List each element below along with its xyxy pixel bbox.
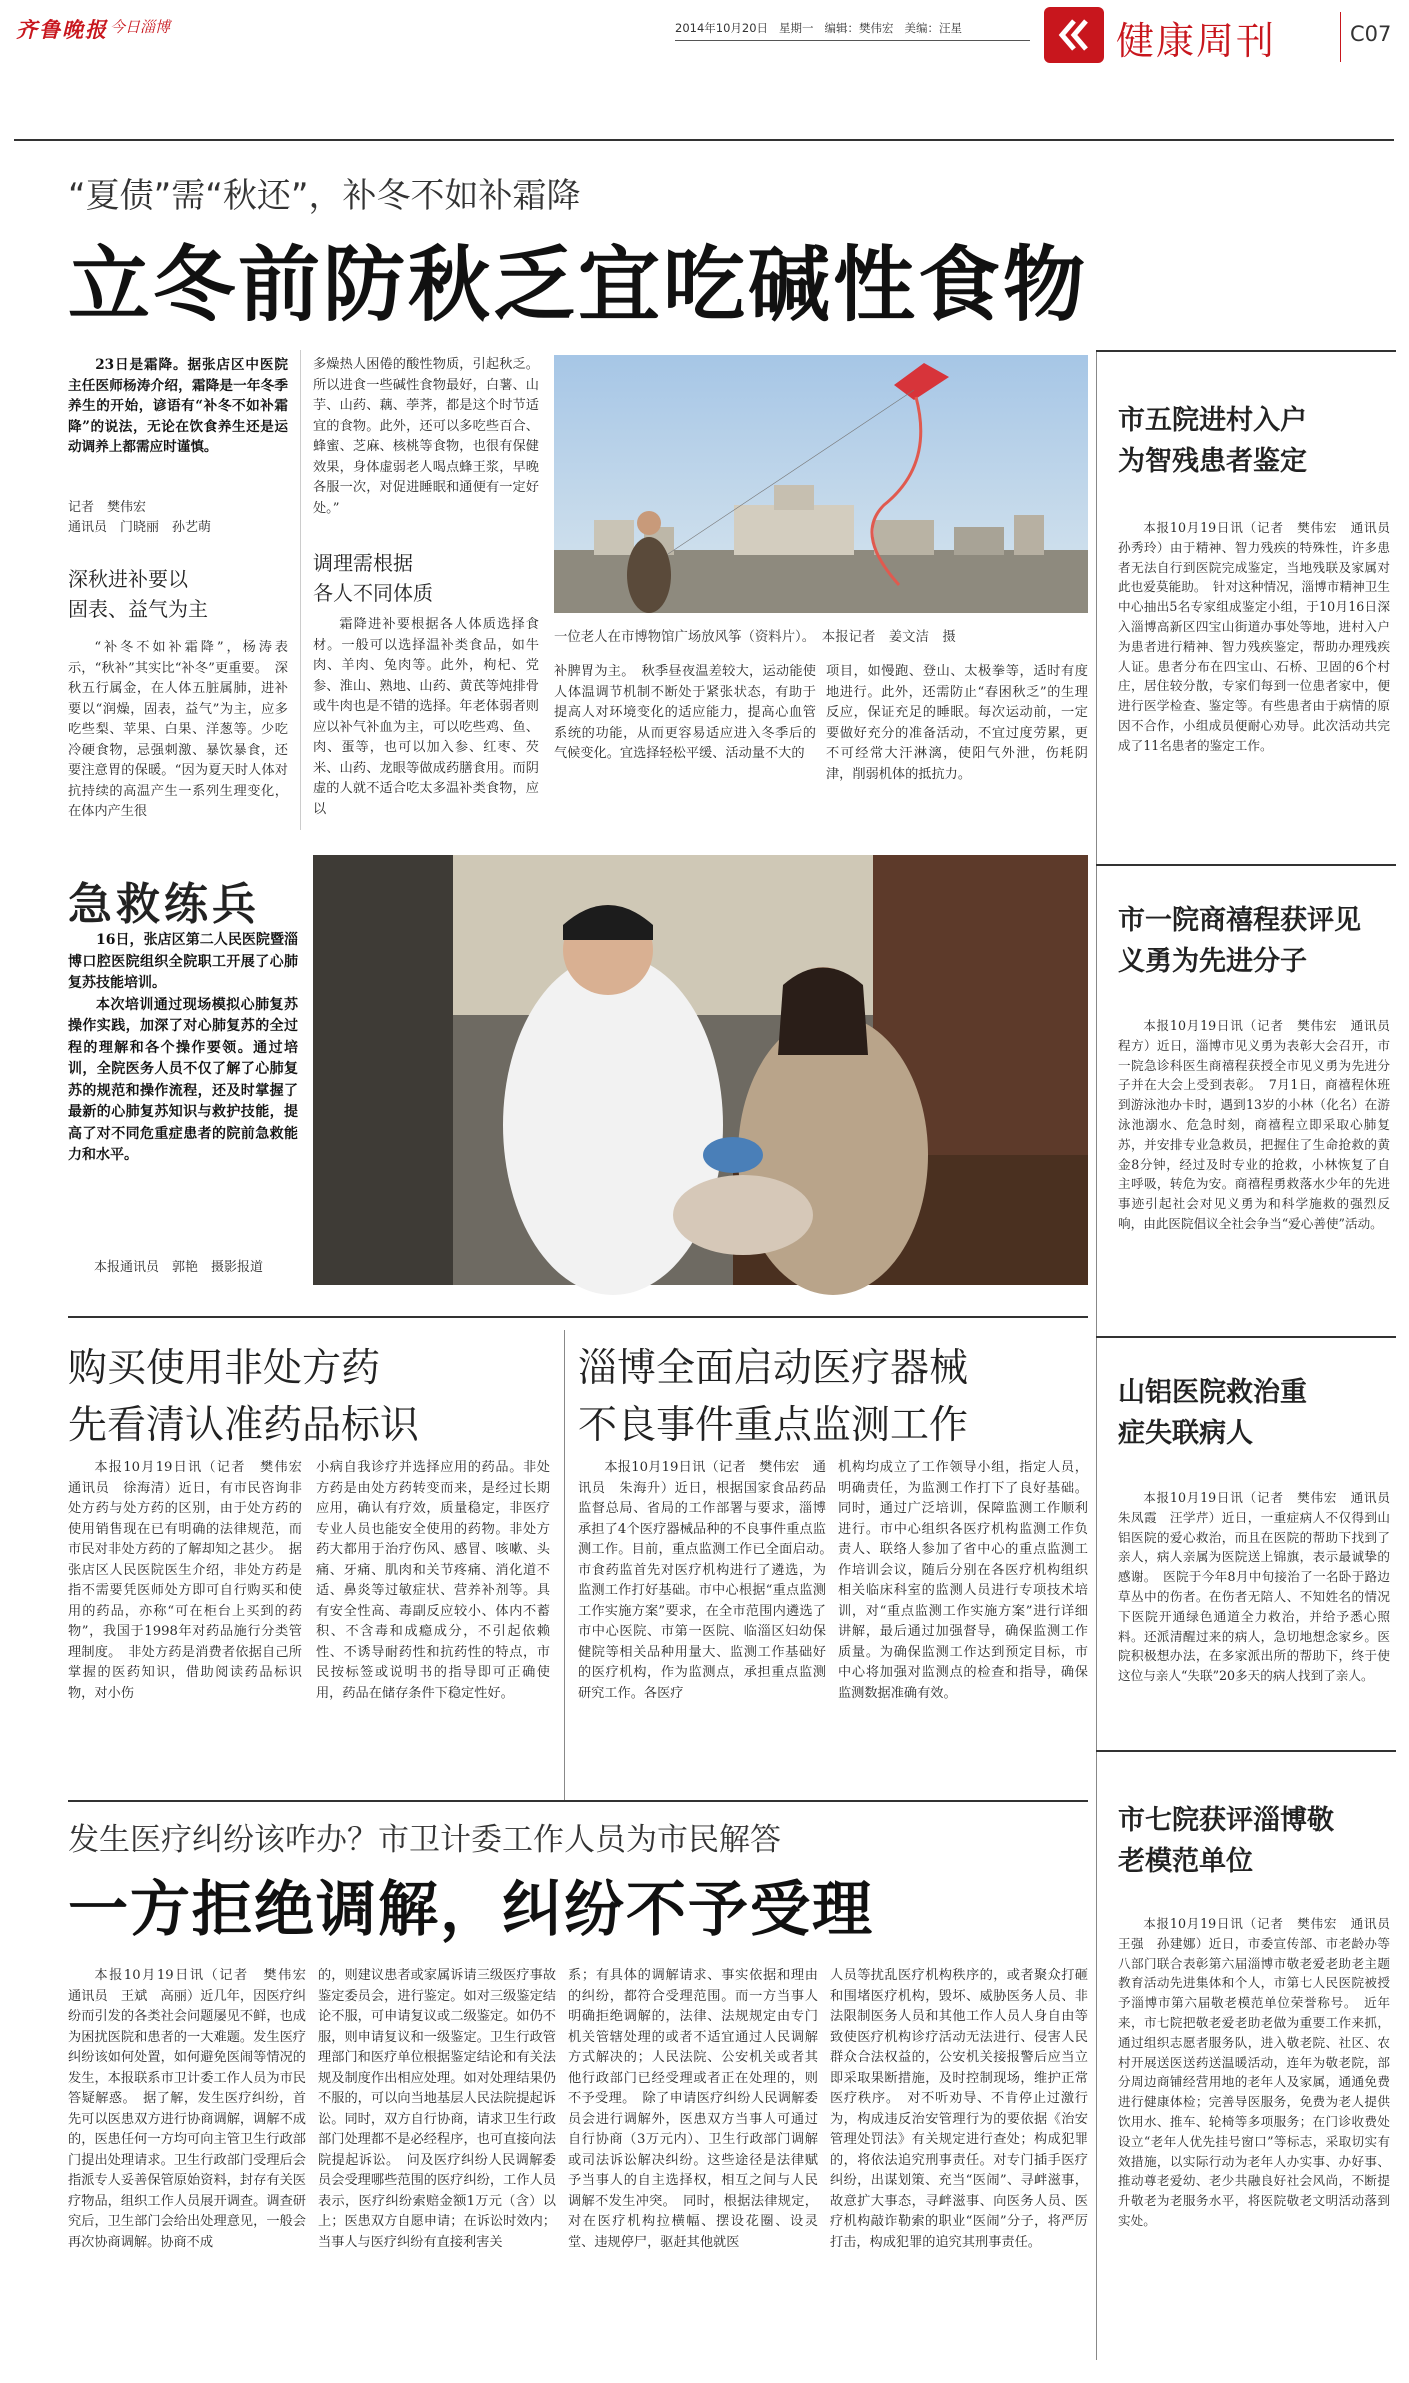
devices-col-1-text: 本报10月19日讯（记者 樊伟宏 通讯员 朱海升）近日，根据国家食品药品监督总局、省局的工作部署与要求，淄博承担了4个医疗器械品种的不良事件重点监测工作。目前，重点监测工作已全面启动。 市食药监首先对医疗机构进行了遴选，为监测工作打好基础。市中心根据“重点监测工作实施方案”要求，在全市范围内遴选了市中心医院、市第一医院、临淄区妇幼保健院等相关品种用量大、监测工作基础好的医疗机构，作为监测点，承担重点监测研究工作。各医疗	[578, 1460, 840, 1701]
dispute-col-3-text: 系；有具体的调解请求、事实依据和理由的纠纷，都符合受理范围。而一方当事人明确拒绝调解的，法律、法规规定由专门机关管辖处理的或者不适宜通过人民调解方式解决的；人民法院、公安机关或者其他行政部门已经受理或者正在处理的，则不予受理。 除了申请医疗纠纷人民调解委员会进行调解外，医患双方当事人可通过自行协商（3万元内）、卫生行政部门调解或司法诉讼解决纠纷。这些途径是法律赋予当事人的自主选择权，相互之间与人民调解不发生冲突。 同时，根据法律规定，对在医疗机构拉横幅、摆设花圈、设灵堂、违规停尸，驱赶其他就医	[568, 1968, 818, 2250]
otc-col-2	[316, 1458, 550, 1793]
sidebar-story-1-text: 本报10月19日讯（记者 樊伟宏 通讯员 孙秀玲）由于精神、智力残疾的特殊性，许多患者无法自行到医院完成鉴定，当地残联及家属对此也爱莫能助。 针对这种情况，淄博市精神卫生中心抽出5名专家组成鉴定小组，于10月16日深入淄博高新区四宝山街道办事处等地，进村入户为患者进行精神、智力残疾鉴定，帮助办理残疾人证。患者分布在四宝山、石桥、卫固的6个村庄，居住较分散，专家们每到一位患者家中，便进行医学检查、鉴定等。有些患者由于病情的原因不合作，小组成员便耐心劝导。此次活动共完成了11名患者的鉴定工作。	[1118, 520, 1403, 753]
dispute-col-4-text: 人员等扰乱医疗机构秩序的，或者聚众打砸和围堵医疗机构，毁坏、威胁医务人员、非法限制医务人员和其他工作人员人身自由等致使医疗机构诊疗活动无法进行、侵害人民群众合法权益的，公安机关接报警后应当立即采取果断措施，及时控制现场，维护正常医疗秩序。 对不听劝导、不肯停止过激行为，构成违反治安管理行为的要依据《治安管理处罚法》有关规定进行查处；构成犯罪的，将依法追究刑事责任。对专门插手医疗纠纷，出谋划策、充当“医闹”、寻衅滋事，故意扩大事态，寻衅滋事、向医务人员、医疗机构敲诈勒索的职业“医闹”分子，将严厉打击，构成犯罪的追究其刑事责任。	[830, 1968, 1088, 2250]
otc-col-2-text: 小病自我诊疗并选择应用的药品。非处方药是由处方药转变而来，是经过长期应用，确认有疗效，质量稳定，非医疗专业人员也能安全使用的药物。非处方药大都用于治疗伤风、感冒、咳嗽、头痛、牙痛、肌肉和关节疼痛、消化道不适、鼻炎等过敏症状、营养补剂等。具有安全性高、毒副反应较小、体内不蓄积、不含毒和成瘾成分，不引起依赖性、不诱导耐药性和抗药性的特点，市民按标签或说明书的指导即可正确使用，药品在储存条件下稳定性好。	[316, 1460, 550, 1701]
otc-headline	[68, 1340, 419, 1454]
lead-subhead-2b: 各人不同体质	[313, 581, 433, 605]
lead-byline-reporter: 记者 樊伟宏	[68, 500, 147, 515]
lead-subhead-1a: 深秋进补要以	[68, 567, 188, 591]
sidebar-story-3-body	[1118, 1488, 1403, 1848]
dispute-col-1	[68, 1966, 320, 2371]
devices-col-2	[838, 1458, 1088, 1793]
issue-weekday: 星期一	[779, 21, 814, 35]
lead-intro-text: 23日是霜降。据张店区中医院主任医师杨涛介绍，霜降是一年冬季养生的开始，谚语有“补冬不如补霜降”的说法，无论在饮食养生还是运动调养上都需应时谨慎。	[68, 357, 288, 455]
lead-byline-correspondent: 通讯员 门晓丽 孙艺萌	[68, 520, 212, 535]
masthead	[0, 0, 1409, 75]
sidebar-story-3-text: 本报10月19日讯（记者 樊伟宏 通讯员 朱凤霞 汪学芹）近日，一重症病人不仅得到山铝医院的爱心救治，而且在医院的帮助下找到了亲人，病人亲属为医院送上锦旗，表示最诚挚的感谢。 医院于今年8月中旬接治了一名卧于路边草丛中的伤者。在伤者无陪人、不知姓名的情况下医院开通绿色通道全力救治，并给予悉心照料。还派清醒过来的病人，急切地想念家乡。医院积极想办法，在多家派出所的帮助下，终于使这位与亲人“失联”20多天的病人找到了亲人。	[1118, 1490, 1403, 1684]
sidebar-story-4-text: 本报10月19日讯（记者 樊伟宏 通讯员 王强 孙建娜）近日，市委宣传部、市老龄办等八部门联合表彰第六届淄博市敬老爱老助老主题教育活动先进集体和个人，市第七人民医院被授予淄博市第六届敬老模范单位荣誉称号。 近年来，市七院把敬老爱老助老做为重要工作来抓，通过组织志愿者服务队，进入敬老院、社区、农村开展送医送药送温暖活动，连年为敬老院，部分周边商铺经营用地的老年人及家属，通通免费进行健康体检；完善导医服务，免费为老人提供饮用水、推车、轮椅等多项服务；在门诊收费处设立“老年人优先挂号窗口”等标志，采取切实有效措施，以实际行动为老年人办实事、办好事、推动尊老爱幼、老少共融良好社会风尚，不断提升敬老为老服务水平，将医院敬老文明活动落到实处。	[1118, 1916, 1403, 2228]
lead-col-3	[554, 662, 816, 830]
lead-kicker: “夏债”需“秋还”，补冬不如补霜降	[68, 176, 581, 216]
dispute-col-2	[318, 1966, 556, 2371]
otc-headline-1: 购买使用非处方药	[68, 1346, 381, 1391]
devices-headline-2: 不良事件重点监测工作	[578, 1403, 969, 1448]
devices-headline-1: 淄博全面启动医疗器械	[578, 1346, 969, 1391]
firstaid-byline: 本报通讯员 郭艳 摄影报道	[94, 1260, 264, 1275]
lead-subhead-1b: 固表、益气为主	[68, 597, 208, 621]
otc-top-rule	[68, 1316, 1088, 1318]
dispute-col-1-text: 本报10月19日讯（记者 樊伟宏 通讯员 王斌 高丽）近几年，因医疗纠纷而引发的各类社会问题屡见不鲜，也成为困扰医院和患者的一大难题。发生医疗纠纷该如何处置，如何避免医闹等情况的发生，本报联系市卫计委工作人员为市民答疑解惑。 据了解，发生医疗纠纷，首先可以医患双方进行协商调解，调解不成的，医患任何一方均可向主管卫生行政部门提出处理请求。卫生行政部门受理后会指派专人妥善保管原始资料，封存有关医疗物品，组织工作人员展开调查。调查研究后，卫生部门会给出处理意见，一般会再次协商调解。协商不成	[68, 1968, 320, 2250]
kite-photo	[554, 355, 1088, 613]
otc-col-1-text: 本报10月19日讯（记者 樊伟宏 通讯员 徐海清）近日，有市民咨询非处方药与处方药的区别，由于处方药的使用销售现在已有明确的法律规范，而市民对非处方药的了解却知之甚少。 据张店区人民医院医生介绍，非处方药是指不需要凭医师处方即可自行购买和使用的药品，亦称“可在柜台上买到的药物”，我国于1998年对药品施行分类管理制度。 非处方药是消费者依据自己所掌握的医药知识，借助阅读药品标识物，对小伤	[68, 1460, 316, 1701]
lead-byline	[68, 498, 288, 538]
lead-col-4	[826, 662, 1088, 830]
dispute-col-2-text: 的，则建议患者或家属诉请三级医疗事故鉴定委员会，进行鉴定。如对三级鉴定结论不服，可申请复议或二级鉴定。如仍不服，则申请复议和一级鉴定。卫生行政管理部门和医疗单位根据鉴定结论和有关法规及制度作出相应处理。如对处理结果仍不服的，可以向当地基层人民法院提起诉讼。同时，双方自行协商，请求卫生行政部门处理都不是必经程序，也可直接向法院提起诉讼。 问及医疗纠纷人民调解委员会受理哪些范围的医疗纠纷，工作人员表示，医疗纠纷索赔金额1万元（含）以上；医患双方自愿申请；在诉讼时效内；当事人与医疗纠纷有直接利害关	[318, 1968, 556, 2250]
otc-headline-2: 先看清认准药品标识	[68, 1403, 420, 1448]
lead-col-3-text: 补脾胃为主。 秋季昼夜温差较大，运动能使人体温调节机制不断处于紧张状态，有助于提高人对环境变化的适应能力，提高心血管系统的功能，从而更容易适应进入冬季后的气候变化。宜选择轻松平缓、活动量不大的	[554, 664, 816, 761]
lead-col-1-text: “补冬不如补霜降”，杨涛表示，“秋补”其实比“补冬”更重要。 深秋五行属金，在人体五脏属肺，进补要以“润燥，固表，益气”为主，应多吃些梨、苹果、白果、洋葱等。少吃冷硬食物，忌强刺激、暴饮暴食，还要注意胃的保暖。“因为夏天时人体对抗持续的高温产生一系列生理变化，在体内产生很	[68, 640, 288, 819]
masthead-bottom-rule	[14, 139, 1394, 141]
dispute-top-rule	[68, 1800, 1088, 1802]
firstaid-headline: 急救练兵	[68, 879, 260, 930]
art-credit: 美编：汪星	[904, 21, 962, 35]
sidebar-story-2-body	[1118, 1016, 1403, 1386]
lead-col-divider-1	[300, 350, 301, 830]
devices-headline	[578, 1340, 968, 1454]
cpr-training-photo	[313, 855, 1088, 1285]
mid-divider	[564, 1330, 565, 1800]
masthead-rule	[675, 40, 1030, 41]
page-divider	[1340, 12, 1341, 62]
lead-col-2	[313, 355, 539, 545]
lead-col-2b	[313, 615, 539, 830]
lead-subhead-1	[68, 564, 208, 624]
issue-date: 2014年10月20日	[675, 21, 769, 35]
lead-col-2-text: 多燥热人困倦的酸性物质，引起秋乏。所以进食一些碱性食物最好，白薯、山芋、山药、藕、荸荠，都是这个时节适宜的食物。此外，还可以多吃些百合、蜂蜜、芝麻、核桃等食物，也很有保健效果，身体虚弱老人喝点蜂王浆，早晚各服一次，对促进睡眠和通便有一定好处。”	[313, 357, 539, 516]
lead-headline: 立冬前防秋乏宜吃碱性食物	[68, 238, 1089, 333]
sidebar-story-1-body	[1118, 518, 1403, 898]
sidebar-rule-4	[1096, 1750, 1396, 1752]
sidebar-story-1-headline: 市五院进村入户为智残患者鉴定	[1118, 405, 1307, 477]
page-title: 健康周刊	[1116, 19, 1277, 63]
kite-photo-caption: 一位老人在市博物馆广场放风筝（资料片）。 本报记者 姜文洁 摄	[554, 630, 956, 645]
dispute-kicker: 发生医疗纠纷该咋办？市卫计委工作人员为市民解答	[68, 1822, 781, 1858]
sidebar-rule-3	[1096, 1336, 1396, 1338]
firstaid-intro: 16日，张店区第二人民医院暨淄博口腔医院组织全院职工开展了心肺复苏技能培训。	[68, 932, 298, 991]
lead-subhead-2	[313, 548, 433, 608]
editor-credit: 编辑：樊伟宏	[824, 21, 894, 35]
sidebar-story-3-headline: 山铝医院救治重症失联病人	[1118, 1377, 1307, 1449]
section-name: 今日淄博	[110, 18, 171, 36]
sidebar-story-4-headline: 市七院获评淄博敬老模范单位	[1118, 1805, 1334, 1877]
dispute-col-4	[830, 1966, 1088, 2371]
sidebar-story-2-text: 本报10月19日讯（记者 樊伟宏 通讯员 程方）近日，淄博市见义勇为表彰大会召开，市一院急诊科医生商禧程获授全市见义勇为先进分子并在大会上受到表彰。 7月1日，商禧程休班到游泳池办卡时，遇到13岁的小林（化名）在游泳池溺水、危急时刻，商禧程立即采取心肺复苏，并安排专业急救员，把握住了生命抢救的黄金8分钟，经过及时专业的抢救，小林恢复了自主呼吸，转危为安。商禧程勇救落水少年的先进事迹引起社会对见义勇为和科学施救的强烈反响，由此医院倡议全社会争当“爱心善使”活动。	[1118, 1018, 1403, 1231]
lead-col-1	[68, 638, 288, 828]
sidebar-rule-2	[1096, 864, 1396, 866]
devices-col-1	[578, 1458, 840, 1793]
dateline	[675, 20, 962, 36]
paper-name: 齐鲁晚报	[16, 17, 108, 42]
otc-col-1	[68, 1458, 316, 1793]
page-number: C07	[1350, 22, 1392, 46]
sidebar-story-2-headline: 市一院商禧程获评见义勇为先进分子	[1118, 905, 1361, 977]
sidebar-divider	[1096, 350, 1097, 2360]
lead-subhead-2a: 调理需根据	[313, 551, 413, 575]
lead-intro	[68, 355, 288, 458]
lead-col-4-text: 项目，如慢跑、登山、太极拳等，适时有度地进行。此外，还需防止“春困秋乏”的生理反应，保证充足的睡眠。每次运动前，一定要做好充分的准备活动，不宜过度劳累，更不可经常大汗淋漓，使阳气外泄，伤耗阴津，削弱机体的抵抗力。	[826, 664, 1088, 782]
section-logo-icon	[1044, 7, 1104, 63]
devices-col-2-text: 机构均成立了工作领导小组，指定人员，明确责任，为监测工作打下了良好基础。同时，通过广泛培训，保障监测工作顺利进行。市中心组织各医疗机构监测工作负责人、联络人参加了省中心的重点监测工作培训会议，随后分别在各医疗机构组织相关临床科室的监测人员进行专项技术培训，对“重点监测工作实施方案”进行详细讲解，最后通过加强督导，确保监测工作质量。为确保监测工作达到预定目标，市中心将加强对监测点的检查和指导，确保监测数据准确有效。	[838, 1460, 1088, 1701]
lead-col-2b-text: 霜降进补要根据各人体质选择食材。一般可以选择温补类食品，如牛肉、羊肉、兔肉等。此外，枸杞、党参、淮山、熟地、山药、黄芪等炖排骨或牛肉也是不错的选择。年老体弱者则应以补气补血为主，可以吃些鸡、鱼、肉、蛋等，也可以加入参、红枣、芡米、山药、龙眼等做成药膳食用。而阴虚的人就不适合吃太多温补类食物，应以	[313, 617, 539, 817]
dispute-headline: 一方拒绝调解，纠纷不予受理	[68, 1875, 874, 1945]
dispute-col-3	[568, 1966, 818, 2371]
firstaid-body	[68, 930, 298, 1167]
sidebar-rule-1	[1096, 350, 1396, 352]
firstaid-body-text: 本次培训通过现场模拟心肺复苏操作实践，加深了对心肺复苏的全过程的理解和各个操作要领。通过培训，全院医务人员不仅了解了心肺复苏的规范和操作流程，还及时掌握了最新的心肺复苏知识与救护技能，提高了对不同危重症患者的院前急救能力和水平。	[68, 996, 298, 1163]
sidebar-story-4-body	[1118, 1914, 1403, 2354]
